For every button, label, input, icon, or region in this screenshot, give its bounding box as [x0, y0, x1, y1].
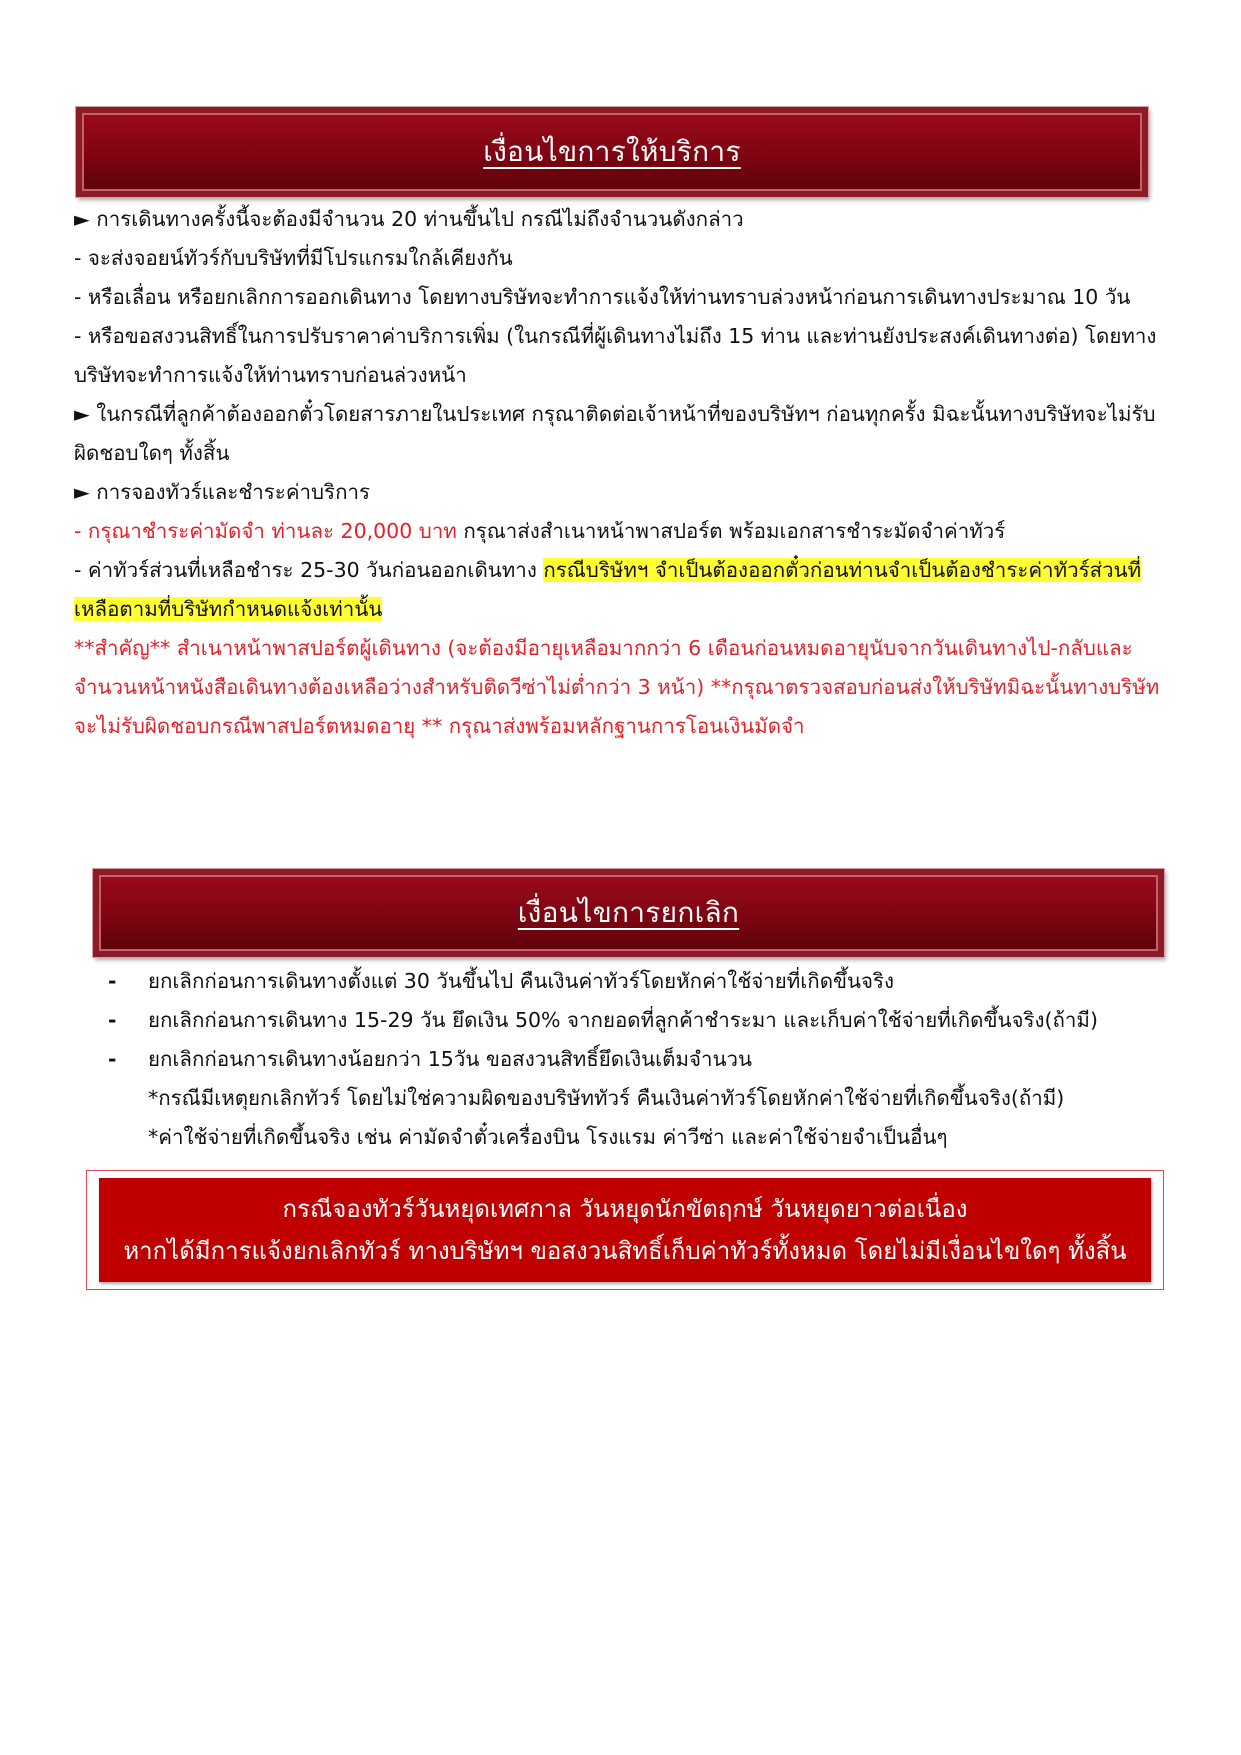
bullet-dash: -	[108, 1047, 117, 1071]
cancellation-list	[108, 962, 1168, 1157]
cancellation-item-text: ยกเลิกก่อนการเดินทางน้อยกว่า 15วัน ขอสงวนสิทธิ์ยึดเงินเต็มจำนวน	[148, 1047, 753, 1071]
cancellation-conditions-banner	[93, 869, 1164, 957]
service-line: ► การจองทัวร์และชำระค่าบริการ	[74, 480, 370, 504]
service-line: ► การเดินทางครั้งนี้จะต้องมีจำนวน 20 ท่านขึ้นไป กรณีไม่ถึงจำนวนดังกล่าว	[74, 207, 744, 231]
cancellation-note: *ค่าใช้จ่ายที่เกิดขึ้นจริง เช่น ค่ามัดจำตั๋วเครื่องบิน โรงแรม ค่าวีซ่า และค่าใช้จ่ายจำเป็นอื่นๆ	[148, 1125, 948, 1149]
balance-highlight-text: กรณีบริษัทฯ จำเป็นต้องออกตั๋วก่อนท่านจำเป็นต้องชำระค่าทัวร์ส่วนที่เหลือตามที่บริษัทกำหนดแจ้งเท่านั้น	[74, 558, 1142, 621]
deposit-amount-text: - กรุณาชำระค่ามัดจำ ท่านละ 20,000 บาท	[74, 519, 457, 543]
holiday-notice-line: หากได้มีการแจ้งยกเลิกทัวร์ ทางบริษัทฯ ขอสงวนสิทธิ์เก็บค่าทัวร์ทั้งหมด โดยไม่มีเงื่อนไขใดๆ ทั้งสิ้น	[123, 1237, 1127, 1265]
holiday-notice-frame	[86, 1170, 1164, 1290]
service-conditions-title: เงื่อนไขการให้บริการ	[483, 135, 741, 168]
deposit-line	[74, 512, 1169, 551]
balance-line	[74, 551, 1169, 629]
service-line: - จะส่งจอยน์ทัวร์กับบริษัทที่มีโปรแกรมใกล้เคียงกัน	[74, 246, 513, 270]
holiday-notice-box	[99, 1178, 1151, 1282]
service-line: - หรือเลื่อน หรือยกเลิกการออกเดินทาง โดยทางบริษัทจะทำการแจ้งให้ท่านทราบล่วงหน้าก่อนการเดินทางประมาณ 10 วัน	[74, 285, 1131, 309]
holiday-notice-line: กรณีจองทัวร์วันหยุดเทศกาล วันหยุดนักขัตฤกษ์ วันหยุดยาวต่อเนื่อง	[282, 1195, 968, 1223]
balance-due-text: - ค่าทัวร์ส่วนที่เหลือชำระ 25-30 วันก่อนออกเดินทาง	[74, 558, 544, 582]
cancellation-note: *กรณีมีเหตุยกเลิกทัวร์ โดยไม่ใช่ความผิดของบริษัททัวร์ คืนเงินค่าทัวร์โดยหักค่าใช้จ่ายที่เกิดขึ้นจริง(ถ้ามี)	[148, 1086, 1065, 1110]
service-conditions-body	[74, 200, 1169, 746]
bullet-dash: -	[108, 969, 117, 993]
list-item	[108, 1040, 1168, 1079]
deposit-instruction-text: กรุณาส่งสำเนาหน้าพาสปอร์ต พร้อมเอกสารชำระมัดจำค่าทัวร์	[456, 519, 1006, 543]
service-line: ► ในกรณีที่ลูกค้าต้องออกตั๋วโดยสารภายในประเทศ กรุณาติดต่อเจ้าหน้าที่ของบริษัทฯ ก่อนทุกครั้ง มิฉะนั้นทางบริษัทจะไม่รับผิดชอบใดๆ ทั้งสิ้น	[74, 402, 1156, 465]
cancellation-conditions-title: เงื่อนไขการยกเลิก	[517, 896, 740, 929]
cancellation-item-text: ยกเลิกก่อนการเดินทางตั้งแต่ 30 วันขึ้นไป คืนเงินค่าทัวร์โดยหักค่าใช้จ่ายที่เกิดขึ้นจริง	[148, 969, 895, 993]
service-conditions-banner	[76, 107, 1148, 197]
list-item	[108, 962, 1168, 1001]
bullet-dash: -	[108, 1008, 117, 1032]
important-passport-note: **สำคัญ** สำเนาหน้าพาสปอร์ตผู้เดินทาง (จะต้องมีอายุเหลือมากกว่า 6 เดือนก่อนหมดอายุนับจากวันเดินทางไป-กลับและจำนวนหน้าหนังสือเดินทางต้องเหลือว่างสำหรับติดวีซ่าไม่ต่ำกว่า 3 หน้า) **กรุณาตรวจสอบก่อนส่งให้บริษัทมิฉะนั้นทางบริษัทจะไม่รับผิดชอบกรณีพาสปอร์ตหมดอายุ ** กรุณาส่งพร้อมหลักฐานการโอนเงินมัดจำ	[74, 636, 1160, 738]
cancellation-item-text: ยกเลิกก่อนการเดินทาง 15-29 วัน ยึดเงิน 50% จากยอดที่ลูกค้าชำระมา และเก็บค่าใช้จ่ายที่เกิดขึ้นจริง(ถ้ามี)	[148, 1008, 1098, 1032]
service-line: - หรือขอสงวนสิทธิ์ในการปรับราคาค่าบริการเพิ่ม (ในกรณีที่ผู้เดินทางไม่ถึง 15 ท่าน และท่านยังประสงค์เดินทางต่อ) โดยทางบริษัทจะทำการแจ้งให้ท่านทราบก่อนล่วงหน้า	[74, 324, 1157, 387]
list-item	[108, 1001, 1168, 1040]
